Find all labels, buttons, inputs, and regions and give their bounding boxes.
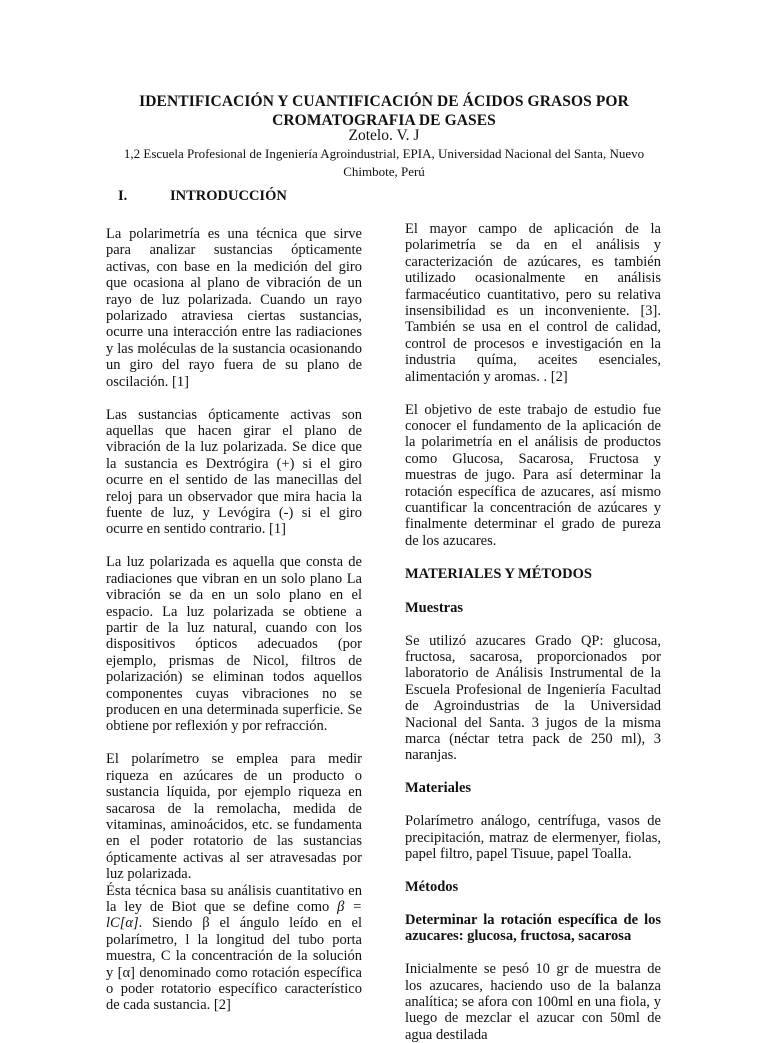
paper-author: Zotelo. V. J [348,127,420,144]
biot-paragraph [106,883,362,1014]
biot-text-after: . Siendo β el ángulo leído en el polarímetro, l la longitud del tubo porta muestra, C la concentración de la solución y [α] denominado como rotación específica o poder rotatorio específico característico de cada sustancia. [2] [106,915,362,1014]
rotacion-heading: Determinar la rotación específica de los azucares: glucosa, fructosa, sacarosa [405,911,661,945]
muestras-text: Se utilizó azucares Grado QP: glucosa, fructosa, sacarosa, proporcionados por laboratorio de Análisis Instrumental de la Escuela Profesional de Ingeniería Facultad de Agroindustrias de la Universidad Nacional del Santa. 3 jugos de la misma marca (néctar tetra pack de 250 ml), 3 naranjas. [405,632,661,764]
muestras-heading: Muestras [405,599,463,616]
intro-heading [106,188,362,206]
left-column [106,188,362,1030]
materiales-heading: Materiales [405,780,472,797]
intro-paragraph-4: El polarímetro se emplea para medir riqueza en azúcares de un producto o sustancia líquida, por ejemplo riqueza en sacarosa de la remolacha, medida de vitaminas, aminoácidos, etc. se fundamenta en el poder rotatorio de las sustancias ópticamente activas al ser atravesadas por luz polarizada. [106,751,362,883]
right-column [405,221,661,1043]
intro-paragraph-1: La polarimetría es una técnica que sirve para analizar sustancias ópticamente activas, con base en la medición del giro que ocasiona al plano de vibración de un rayo de luz polarizada. Cuando un rayo polarizado atraviesa ciertas sustancias, ocurre una interacción entre las radiaciones y las moléculas de la sustancia ocasionando un giro del rayo fuera de su plano de oscilación. [1] [106,226,362,390]
materiales-text: Polarímetro análogo, centrífuga, vasos de precipitación, matraz de elermenyer, fiolas, papel filtro, papel Tisuue, papel Toalla. [405,813,661,863]
metodos-heading: Métodos [405,879,459,895]
biot-text-before: Ésta técnica basa su análisis cuantitativo en la ley de Biot que se define como [106,882,362,915]
section-number: I. [118,188,128,204]
paper-title: IDENTIFICACIÓN Y CUANTIFICACIÓN DE ÁCIDOS GRASOS POR CROMATOGRAFIA DE GASES [139,93,629,129]
section-title: INTRODUCCIÓN [170,188,287,204]
intro-paragraph-3: La luz polarizada es aquella que consta de radiaciones que vibran en un solo plano La vibración se da en un solo plano en el espacio. La luz polarizada se obtiene a partir de la luz natural, cuando con los dispositivos ópticos adecuados (por ejemplo, prismas de Nicol, filtros de polarización) se eliminan todos aquellos componentes cuyas vibraciones no se producen en una determinada superficie. Se obtiene por reflexión y por refracción. [106,554,362,735]
right-paragraph-2: El objetivo de este trabajo de estudio fue conocer el fundamento de la aplicación de la polarimetría en el análisis de productos como Glucosa, Sacarosa, Fructosa y muestras de jugo. Para así determinar la rotación específica de azucares, así mismo cuantificar la concentración de azúcares y finalmente determinar el grado de pureza de los azucares. [405,401,661,549]
methods-heading: MATERIALES Y MÉTODOS [405,565,592,582]
intro-paragraph-2: Las sustancias ópticamente activas son aquellas que hacen girar el plano de vibración de la luz polarizada. Se dice que la sustancia es Dextrógira (+) si el giro ocurre en el sentido de las manecillas del reloj para un observador que mira hacia la fuente de luz, y Levógira (-) si el giro ocurre en sentido contrario. [1] [106,406,362,538]
biot-formula: β = lC[α] [106,898,362,932]
paper-affiliation: 1,2 Escuela Profesional de Ingeniería Agroindustrial, EPIA, Universidad Nacional del Santa, Nuevo Chimbote, Perú [123,146,645,179]
rotacion-text: Inicialmente se pesó 10 gr de muestra de los azucares, haciendo uso de la balanza analítica; se afora con 100ml en una fiola, y luego de mezclar el azucar con 50ml de agua destilada [405,961,661,1043]
right-paragraph-1: El mayor campo de aplicación de la polarimetría se da en el análisis y caracterización de azúcares, es también utilizado ocasionalmente en análisis farmacéutico cuantitativo, pero su relativa insensibilidad es un inconveniente. [3]. También se usa en el control de calidad, control de procesos e investigación en la industria químa, aceites esenciales, alimentación y aromas. . [2] [405,221,661,385]
